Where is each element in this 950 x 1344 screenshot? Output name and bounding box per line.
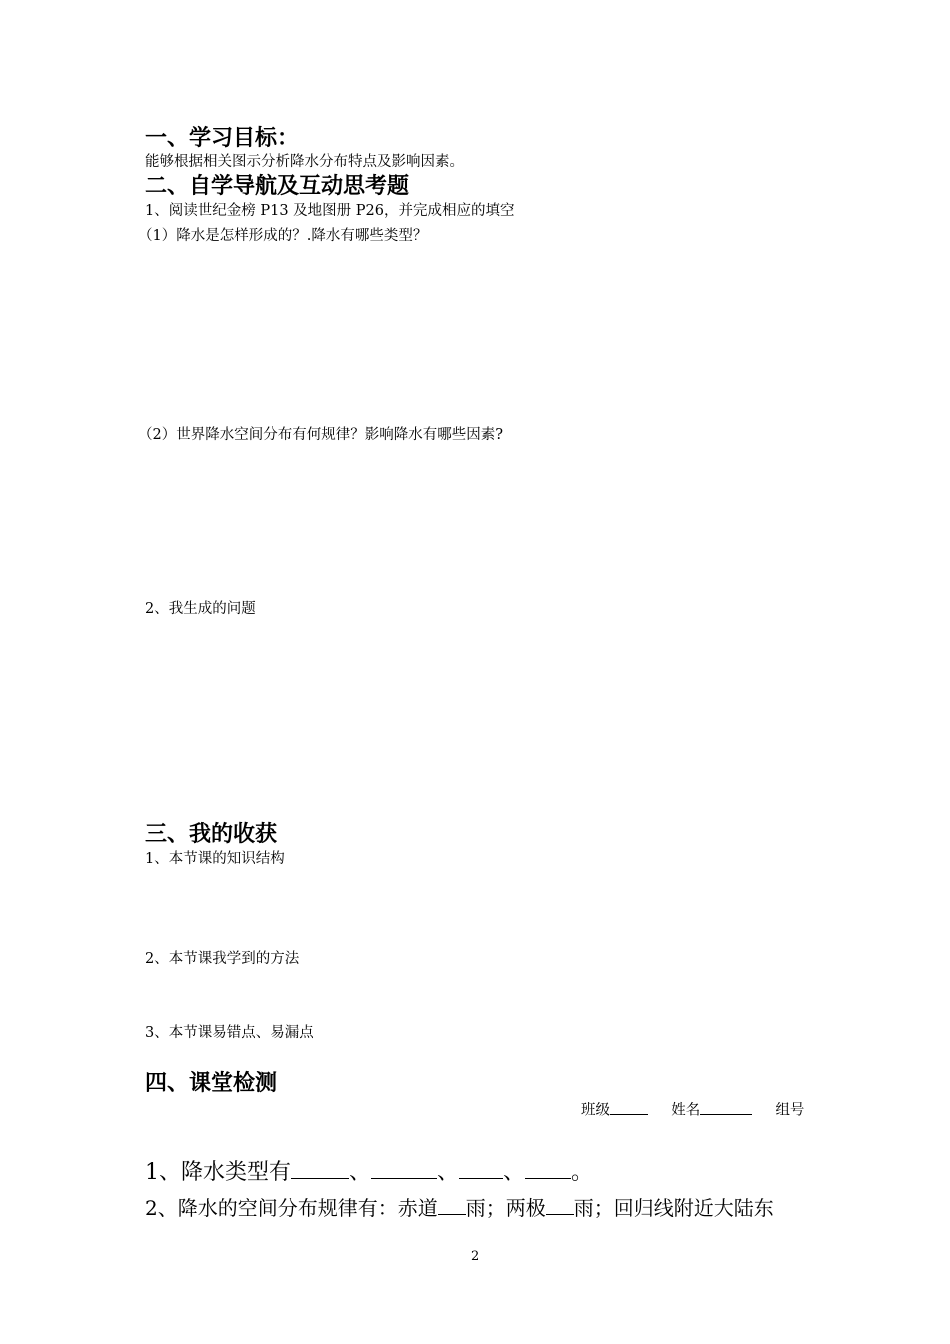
q2-part-3: 雨；回归线附近大陆东	[573, 1196, 774, 1220]
q1-blank-3[interactable]	[459, 1156, 503, 1179]
page-number: 2	[471, 1249, 480, 1264]
q1-sep: 、	[437, 1160, 460, 1185]
test-question-2	[145, 1194, 774, 1221]
name-label: 姓名	[671, 1102, 701, 1119]
q1-blank-2[interactable]	[371, 1156, 437, 1179]
q1-blank-1[interactable]	[291, 1156, 349, 1179]
test-question-1	[145, 1156, 593, 1187]
q2-part-1: 2、降水的空间分布规律有：赤道	[145, 1196, 438, 1220]
harvest-item-3: 3、本节课易错点、易漏点	[145, 1025, 314, 1041]
learning-goal-text: 能够根据相关图示分析降水分布特点及影响因素。	[145, 154, 464, 170]
section-1-heading: 一、学习目标：	[145, 126, 300, 151]
task-2-text: 2、我生成的问题	[145, 601, 256, 617]
section-2-heading: 二、自学导航及互动思考题	[145, 174, 410, 199]
q1-prefix: 1、降水类型有	[145, 1160, 291, 1185]
question-1-text: （1）降水是怎样形成的？.降水有哪些类型？	[138, 228, 428, 244]
class-label: 班级	[581, 1102, 610, 1119]
harvest-item-2: 2、本节课我学到的方法	[145, 951, 300, 967]
name-blank[interactable]	[700, 1099, 752, 1115]
q1-sep: 、	[503, 1160, 526, 1185]
task-1-text: 1、阅读世纪金榜 P13 及地图册 P26，并完成相应的填空	[145, 203, 515, 219]
student-info-line	[581, 1099, 804, 1120]
class-blank[interactable]	[610, 1099, 648, 1115]
group-label: 组号	[775, 1102, 805, 1119]
harvest-item-1: 1、本节课的知识结构	[145, 851, 285, 867]
q2-part-2: 雨；两极	[465, 1196, 546, 1220]
question-2-text: （2）世界降水空间分布有何规律？影响降水有哪些因素?	[138, 427, 503, 443]
section-4-heading: 四、课堂检测	[145, 1071, 278, 1096]
q1-sep: 、	[349, 1160, 372, 1185]
q2-blank-2[interactable]	[546, 1194, 574, 1215]
q2-blank-1[interactable]	[438, 1194, 466, 1215]
q1-blank-4[interactable]	[525, 1156, 571, 1179]
q1-end: 。	[571, 1160, 594, 1185]
section-3-heading: 三、我的收获	[145, 822, 278, 847]
